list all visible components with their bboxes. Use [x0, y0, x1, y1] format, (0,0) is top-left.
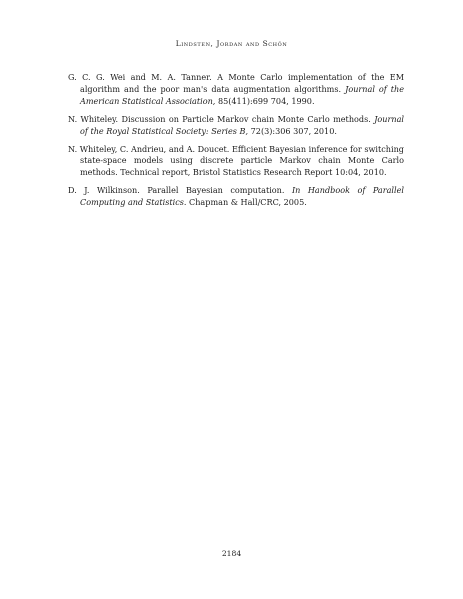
reference-venue: In Handbook of Parallel Computing and Statistics. [80, 185, 404, 208]
reference-venue: Journal of the Royal Statistical Society: Series B, [80, 113, 405, 136]
page-number: 2184 [221, 549, 242, 558]
reference-whiteley-andrieu-doucet [68, 144, 404, 180]
reference-authors: D. J. Wilkinson. [68, 185, 140, 196]
reference-details: 72(3):306 307, 2010. [250, 125, 337, 136]
reference-details: Chapman & Hall/CRC, 2005. [189, 197, 307, 208]
reference-authors: N. Whiteley. [68, 113, 119, 124]
reference-wilkinson [68, 185, 404, 209]
reference-list [68, 72, 404, 215]
reference-title: Discussion on Particle Markov chain Monte Carlo methods. [121, 113, 371, 124]
running-head: Lindsten, Jordan and Schön [175, 39, 288, 48]
reference-venue: Journal of the American Statistical Association, [80, 83, 404, 106]
reference-whiteley-discussion [68, 114, 404, 138]
reference-details: 85(411):699 704, 1990. [217, 95, 315, 106]
reference-authors: N. Whiteley, C. Andrieu, and A. Doucet. [68, 143, 230, 154]
reference-wei-tanner [68, 72, 404, 108]
reference-title: Efficient Bayesian inference for switching state-space models using discrete particle Markov chain Monte Carlo methods. [80, 143, 404, 178]
reference-title: A Monte Carlo implementation of the EM algorithm and the poor man's data augmentation algorithms. [80, 72, 404, 94]
reference-details: Technical report, Bristol Statistics Research Report 10:04, 2010. [120, 167, 387, 178]
reference-title: Parallel Bayesian computation. [147, 185, 285, 196]
reference-authors: G. C. G. Wei and M. A. Tanner. [68, 72, 212, 82]
